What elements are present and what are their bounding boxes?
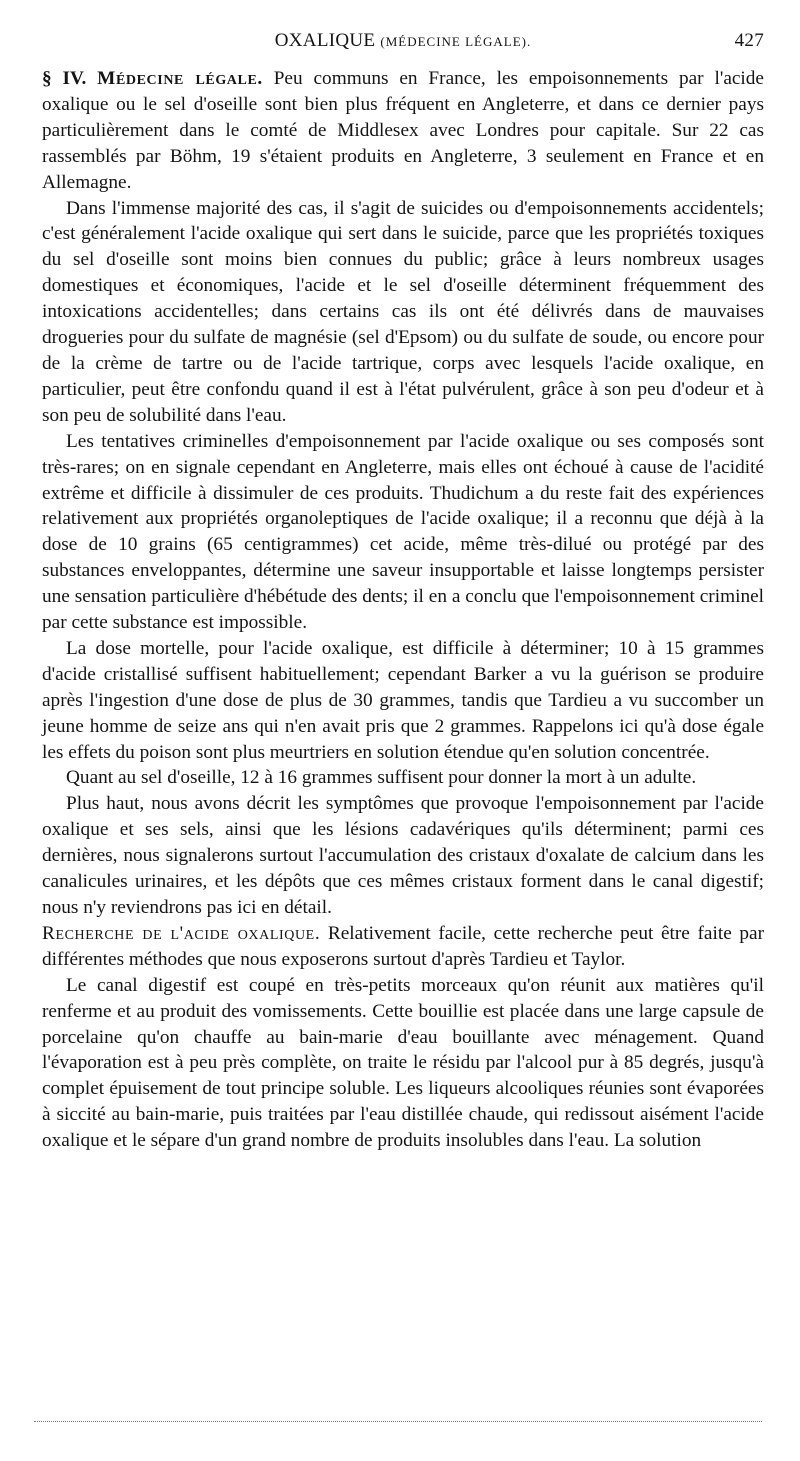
- paragraph: Le canal digestif est coupé en très-petits morceaux qu'on réunit aux matières qu'il renferme et au produit des vomissements. Cette bouillie est placée dans une large capsule de porcelaine qu'on chauffe au bain-marie d'eau bouillante avec ménagement. Quand l'évaporation est à peu près complète, on traite le résidu par l'alcool pur à 85 degrés, jusqu'à complet épuisement de tout principe soluble. Les liqueurs alcooliques réunies sont évaporées à siccité au bain-marie, puis traitées par l'eau distillée chaude, qui redissout aisément l'acide oxalique et le sépare d'un grand nombre de produits insolubles dans l'eau. La solution: [42, 974, 764, 1152]
- footer-rule: [34, 1421, 762, 1422]
- page-number: 427: [734, 30, 764, 51]
- paragraph-section-intro: [42, 66, 764, 196]
- paragraph: Quant au sel d'oseille, 12 à 16 grammes suffisent pour donner la mort à un adulte.: [66, 767, 697, 789]
- running-head: [42, 30, 764, 52]
- running-head-title: OXALIQUE: [274, 30, 376, 51]
- research-text: Relativement facile, cette recherche peut être faite par différentes méthodes que nous exposerons surtout d'après Tardieu et Taylor.: [42, 922, 764, 970]
- running-head-subtitle: (MÉDECINE LÉGALE).: [380, 34, 532, 49]
- paragraph-research: [42, 921, 764, 973]
- section-number: § IV.: [42, 68, 87, 89]
- paragraph: Dans l'immense majorité des cas, il s'agit de suicides ou d'empoisonnements accidentels; c'est généralement l'acide oxalique qui sert dans le suicide, parce que les propriétés toxiques du sel d'oseille sont moins bien connues du public; grâce à leurs nombreux usages domestiques et économiques, l'acide et le sel d'oseille déterminent fréquemment des intoxications accidentelles; dans certains cas ils ont été délivrés dans de mauvaises drogueries pour du sulfate de magnésie (sel d'Epsom) ou du sulfate de soude, ou encore pour de la crème de tartre ou de l'acide tartrique, corps avec lesquels l'acide oxalique, en particulier, peut être confondu quand il est à l'état pulvérulent, grâce à son peu d'odeur et à son peu de solubilité dans l'eau.: [42, 197, 764, 426]
- research-heading: Recherche de l'acide oxalique.: [42, 922, 321, 944]
- section-heading: Médecine légale.: [97, 68, 263, 89]
- paragraph: Les tentatives criminelles d'empoisonnement par l'acide oxalique ou ses composés sont très-rares; on en signale cependant en Angleterre, mais elles ont échoué à cause de l'acidité extrême et difficile à dissimuler de ces produits. Thudichum a du reste fait des expériences relativement aux propriétés organoleptiques de l'acide oxalique; il a reconnu que déjà à la dose de 10 grains (65 centigrammes) cet acide, même très-dilué ou protégé par des substances enveloppantes, détermine une saveur insupportable et laisse longtemps persister une sensation particulière d'hébétude des dents; il en a conclu que l'empoisonnement criminel par cette substance est impossible.: [42, 430, 764, 634]
- paragraph: Plus haut, nous avons décrit les symptômes que provoque l'empoisonnement par l'acide oxalique et ses sels, ainsi que les lésions cadavériques qu'ils déterminent; parmi ces dernières, nous signalerons surtout l'accumulation des cristaux d'oxalate de calcium dans les canalicules urinaires, et les dépôts que ces mêmes cristaux forment dans le canal digestif; nous n'y reviendrons pas ici en détail.: [42, 793, 764, 918]
- paragraph-text: Peu communs en France, les empoisonnements par l'acide oxalique ou le sel d'oseille sont bien plus fréquent en Angleterre, et dans ce dernier pays particulièrement dans le comté de Middlesex avec Londres pour capitale. Sur 22 cas rassemblés par Böhm, 19 s'étaient produits en Angleterre, 3 seulement en France et en Allemagne.: [42, 68, 764, 193]
- page-header: [42, 30, 764, 56]
- book-page: [42, 30, 764, 1154]
- body-text: [42, 66, 764, 1154]
- paragraph: La dose mortelle, pour l'acide oxalique, est difficile à déterminer; 10 à 15 grammes d'acide cristallisé suffisent habituellement; cependant Barker a vu la guérison se produire après l'ingestion d'une dose de plus de 30 grammes, tandis que Tardieu a vu succomber un jeune homme de seize ans qui n'en avait pris que 2 grammes. Rappelons ici qu'à dose égale les effets du poison sont plus meurtriers en solution étendue qu'en solution concentrée.: [42, 637, 764, 763]
